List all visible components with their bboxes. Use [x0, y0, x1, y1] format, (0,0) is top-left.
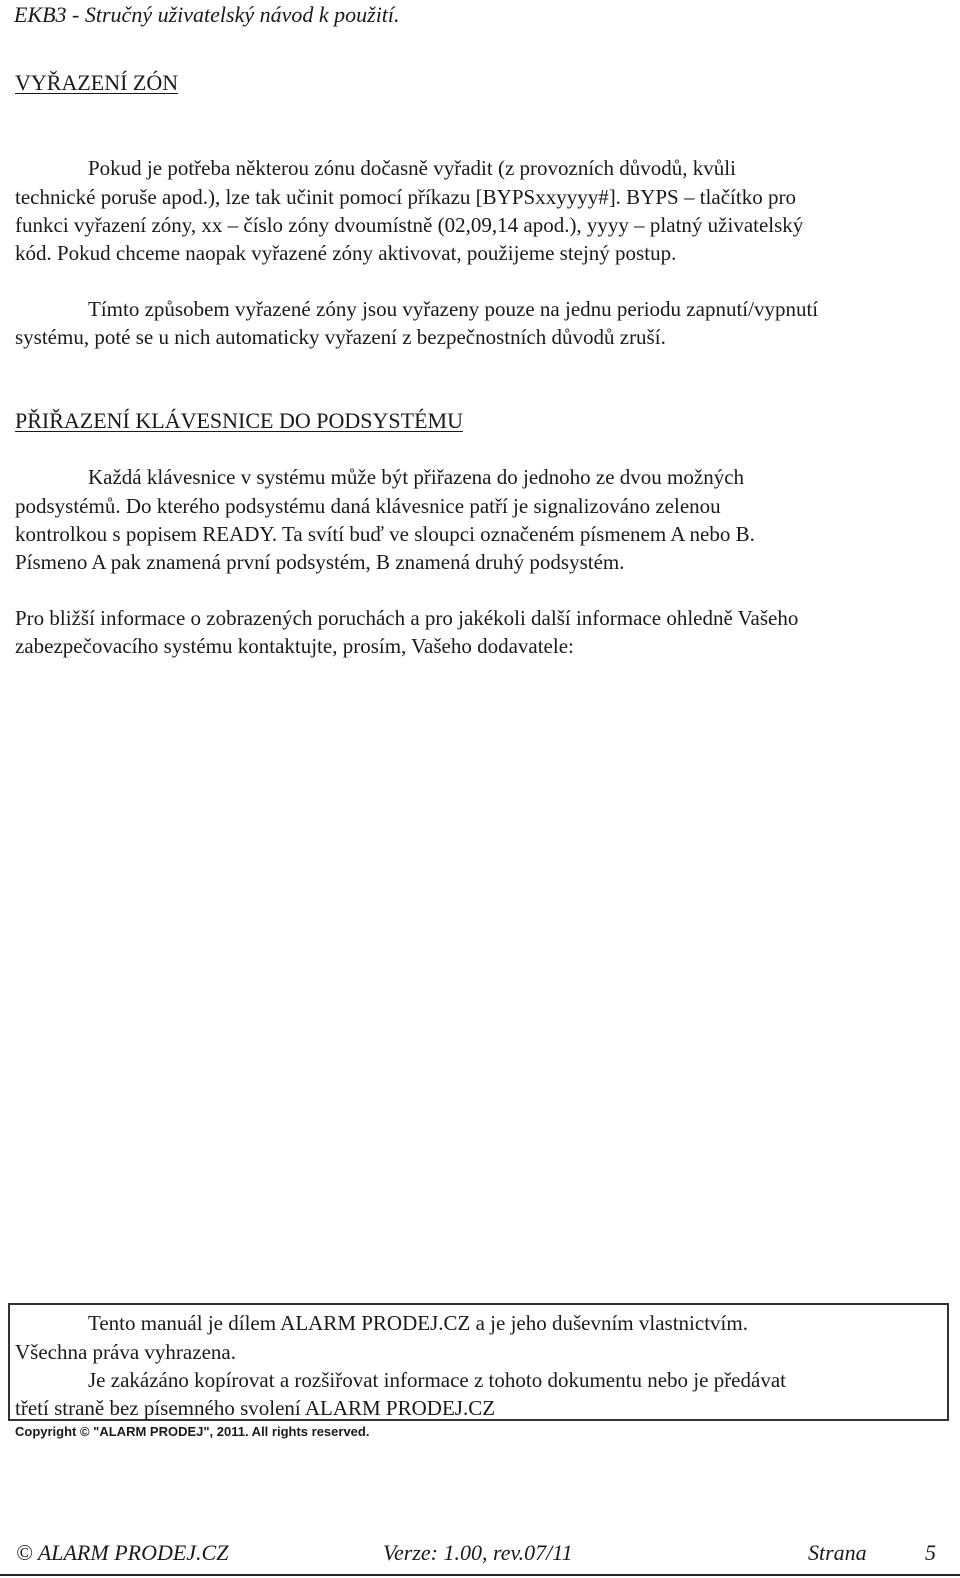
- section-heading-zone-bypass: VYŘAZENÍ ZÓN: [15, 70, 179, 95]
- contact-line: Pro bližší informace o zobrazených poruchách a pro jakékoli další informace ohledně Vašeho: [15, 606, 799, 630]
- paragraph-line: kód. Pokud chceme naopak vyřazené zóny aktivovat, použijeme stejný postup.: [15, 241, 677, 265]
- notice-line: Je zakázáno kopírovat a rozšiřovat informace z tohoto dokumentu nebo je předávat: [88, 1368, 786, 1392]
- footer-page-label: Strana: [808, 1540, 867, 1565]
- paragraph-line: Tímto způsobem vyřazené zóny jsou vyřazeny pouze na jednu periodu zapnutí/vypnutí: [88, 297, 819, 321]
- paragraph-line: systému, poté se u nich automaticky vyřazení z bezpečnostních důvodů zruší.: [15, 325, 666, 349]
- document-header: EKB3 - Stručný uživatelský návod k použití.: [14, 2, 400, 27]
- paragraph-line: Pokud je potřeba některou zónu dočasně vyřadit (z provozních důvodů, kvůli: [88, 156, 736, 180]
- footer-page-number: 5: [925, 1540, 936, 1565]
- paragraph-line: Písmeno A pak znamená první podsystém, B znamená druhý podsystém.: [15, 550, 625, 574]
- copyright-line: Copyright © "ALARM PRODEJ", 2011. All rights reserved.: [15, 1424, 370, 1439]
- notice-line: třetí straně bez písemného svolení ALARM PRODEJ.CZ: [15, 1396, 496, 1420]
- section-heading-keypad-assignment: PŘIŘAZENÍ KLÁVESNICE DO PODSYSTÉMU: [15, 408, 463, 433]
- contact-line: zabezpečovacího systému kontaktujte, prosím, Vašeho dodavatele:: [15, 634, 574, 658]
- paragraph-line: Každá klávesnice v systému může být přiřazena do jednoho ze dvou možných: [88, 465, 745, 489]
- paragraph-line: funkci vyřazení zóny, xx – číslo zóny dvoumístně (02,09,14 apod.), yyyy – platný uživatelský: [15, 213, 804, 237]
- notice-line: Všechna práva vyhrazena.: [15, 1340, 236, 1364]
- footer-version: Verze: 1.00, rev.07/11: [383, 1540, 573, 1565]
- footer-company: © ALARM PRODEJ.CZ: [16, 1540, 229, 1565]
- paragraph-line: podsystémů. Do kterého podsystému daná klávesnice patří je signalizováno zelenou: [15, 494, 721, 518]
- footer-rule: [0, 1574, 960, 1576]
- paragraph-line: technické poruše apod.), lze tak učinit pomocí příkazu [BYPSxxyyyy#]. BYPS – tlačítko pro: [15, 185, 796, 209]
- notice-line: Tento manuál je dílem ALARM PRODEJ.CZ a je jeho duševním vlastnictvím.: [88, 1311, 748, 1335]
- paragraph-line: kontrolkou s popisem READY. Ta svítí buď ve sloupci označeném písmenem A nebo B.: [15, 522, 755, 546]
